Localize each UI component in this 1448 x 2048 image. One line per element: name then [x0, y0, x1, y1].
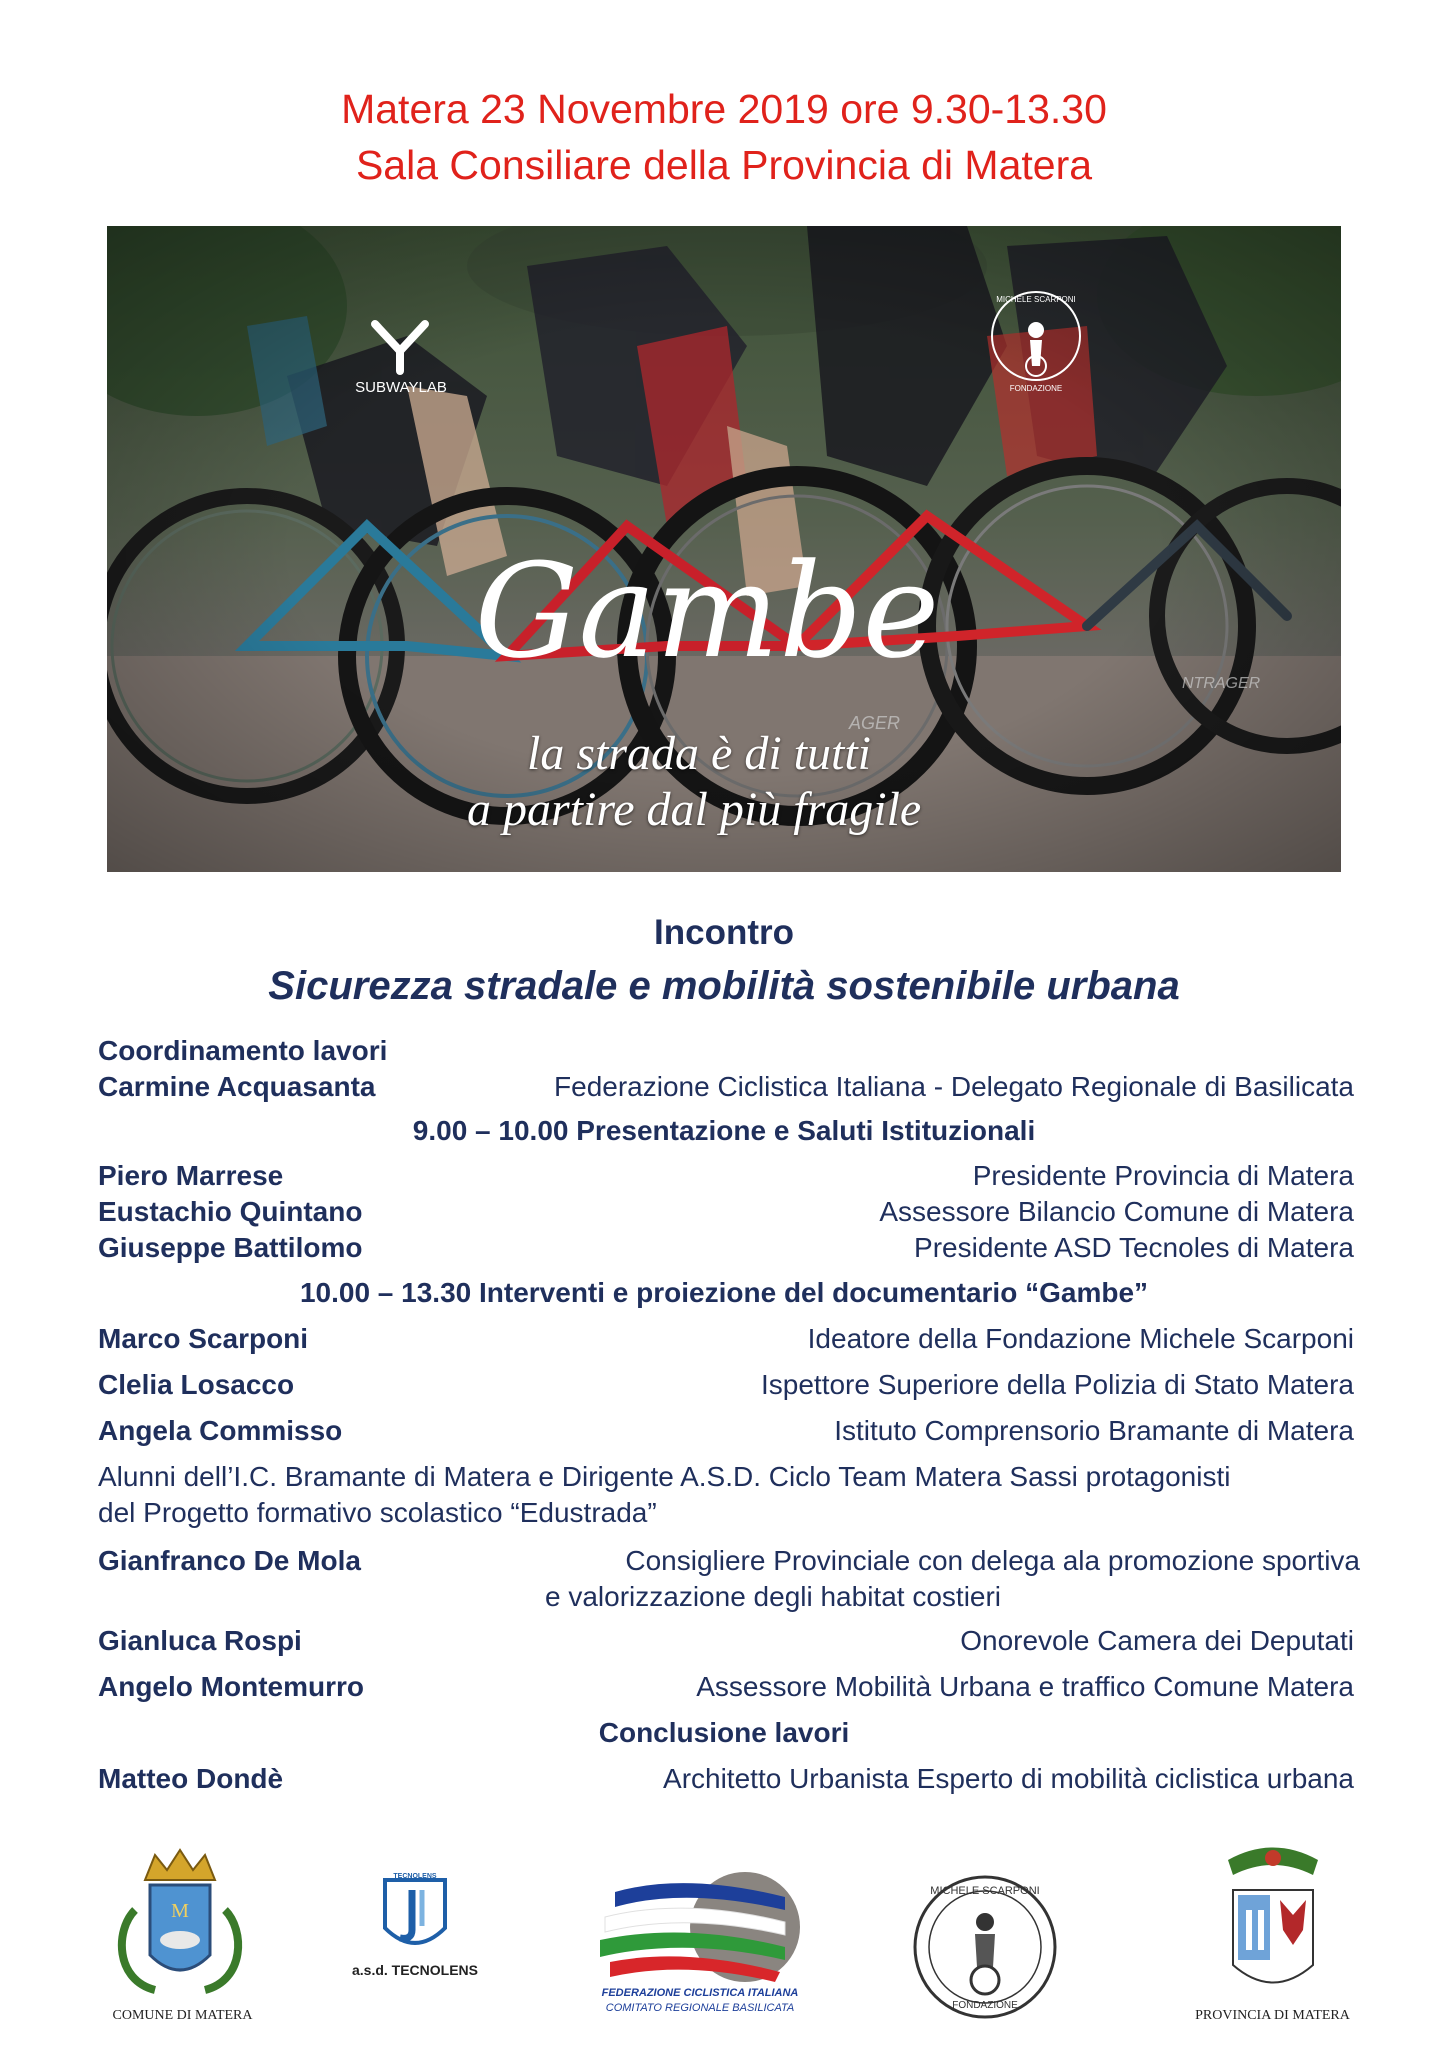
provincia-caption: PROVINCIA DI MATERA — [1195, 2008, 1350, 2023]
speaker-role: Ideatore della Fondazione Michele Scarponi — [807, 1323, 1354, 1354]
tecnolens-shield — [380, 1868, 450, 1958]
speaker-name: Clelia Losacco — [98, 1369, 295, 1400]
coordination-label: Coordinamento lavori — [98, 1035, 388, 1066]
students-line: Alunni dell’I.C. Bramante di Matera e Dirigente A.S.D. Ciclo Team Matera Sassi protagonisti — [98, 1461, 1231, 1492]
speaker-name: Gianluca Rospi — [98, 1625, 302, 1656]
speaker-role: e valorizzazione degli habitat costieri — [545, 1581, 1002, 1612]
speaker-name: Piero Marrese — [98, 1160, 284, 1191]
speaker-name: Angelo Montemurro — [98, 1671, 364, 1702]
speaker-role: Federazione Ciclistica Italiana - Delegato Regionale di Basilicata — [554, 1071, 1354, 1102]
session2-heading: 10.00 – 13.30 Interventi e proiezione del documentario “Gambe” — [299, 1277, 1149, 1308]
students-line: del Progetto formativo scolastico “Edustrada” — [98, 1497, 657, 1528]
tire-text: AGER — [849, 713, 901, 733]
scarponi-ring-label: MICHELE SCARPONI — [930, 1885, 1040, 1897]
speaker-role: Architetto Urbanista Esperto di mobilità ciclistica urbana — [663, 1763, 1354, 1794]
tire-text: NTRAGER — [1182, 675, 1261, 692]
section-title: Incontro — [654, 913, 794, 952]
speaker-name: Marco Scarponi — [98, 1323, 309, 1354]
hero-banner — [107, 226, 1341, 872]
speaker-role: Onorevole Camera dei Deputati — [960, 1625, 1354, 1656]
tagline-line1: la strada è di tutti — [527, 727, 872, 780]
provincia-di-matera-crest — [1218, 1840, 1328, 2000]
speaker-role: Assessore Bilancio Comune di Matera — [879, 1196, 1354, 1227]
comune-di-matera-crest — [115, 1840, 245, 2000]
fci-caption: FEDERAZIONE CICLISTICA ITALIANA — [601, 1987, 799, 1999]
crest-letter: M — [171, 1900, 189, 1922]
speaker-name: Angela Commisso — [98, 1415, 343, 1446]
gambe-script-title: Gambe — [474, 535, 940, 687]
speaker-role: Consigliere Provinciale con delega ala promozione sportiva — [625, 1545, 1360, 1576]
event-date-time: Matera 23 Novembre 2019 ore 9.30-13.30 — [341, 86, 1107, 132]
subwaylab-label: SUBWAYLAB — [355, 379, 447, 396]
speaker-role: Presidente ASD Tecnoles di Matera — [914, 1232, 1354, 1263]
event-venue: Sala Consiliare della Provincia di Matera — [355, 142, 1093, 188]
speaker-name: Matteo Dondè — [98, 1763, 284, 1794]
tecnolens-mark: TECNOLENS — [393, 1873, 437, 1880]
speaker-role: Assessore Mobilità Urbana e traffico Comune Matera — [696, 1671, 1354, 1702]
speaker-name: Eustachio Quintano — [98, 1196, 363, 1227]
speaker-role: Ispettore Superiore della Polizia di Stato Matera — [761, 1369, 1354, 1400]
fondazione-label: FONDAZIONE — [1009, 384, 1063, 393]
scarponi-base-label: FONDAZIONE — [952, 2000, 1018, 2011]
section-subtitle: Sicurezza stradale e mobilità sostenibile urbana — [268, 964, 1180, 1008]
speaker-name: Carmine Acquasanta — [98, 1071, 376, 1102]
speaker-role: Istituto Comprensorio Bramante di Matera — [834, 1415, 1354, 1446]
session1-heading: 9.00 – 10.00 Presentazione e Saluti Istituzionali — [412, 1115, 1036, 1146]
fci-caption-2: COMITATO REGIONALE BASILICATA — [605, 2002, 795, 2014]
fci-logo — [595, 1872, 805, 1987]
speaker-name: Gianfranco De Mola — [98, 1545, 361, 1576]
comune-caption: COMUNE DI MATERA — [112, 2008, 253, 2023]
speaker-role: Presidente Provincia di Matera — [972, 1160, 1354, 1191]
scarponi-label: MICHELE SCARPONI — [996, 295, 1076, 304]
tecnolens-caption: a.s.d. TECNOLENS — [351, 1962, 479, 1978]
tagline-line2: a partire dal più fragile — [467, 783, 922, 836]
conclusion-heading: Conclusione lavori — [598, 1717, 850, 1748]
fondazione-scarponi-logo — [910, 1872, 1060, 2022]
speaker-name: Giuseppe Battilomo — [98, 1232, 363, 1263]
